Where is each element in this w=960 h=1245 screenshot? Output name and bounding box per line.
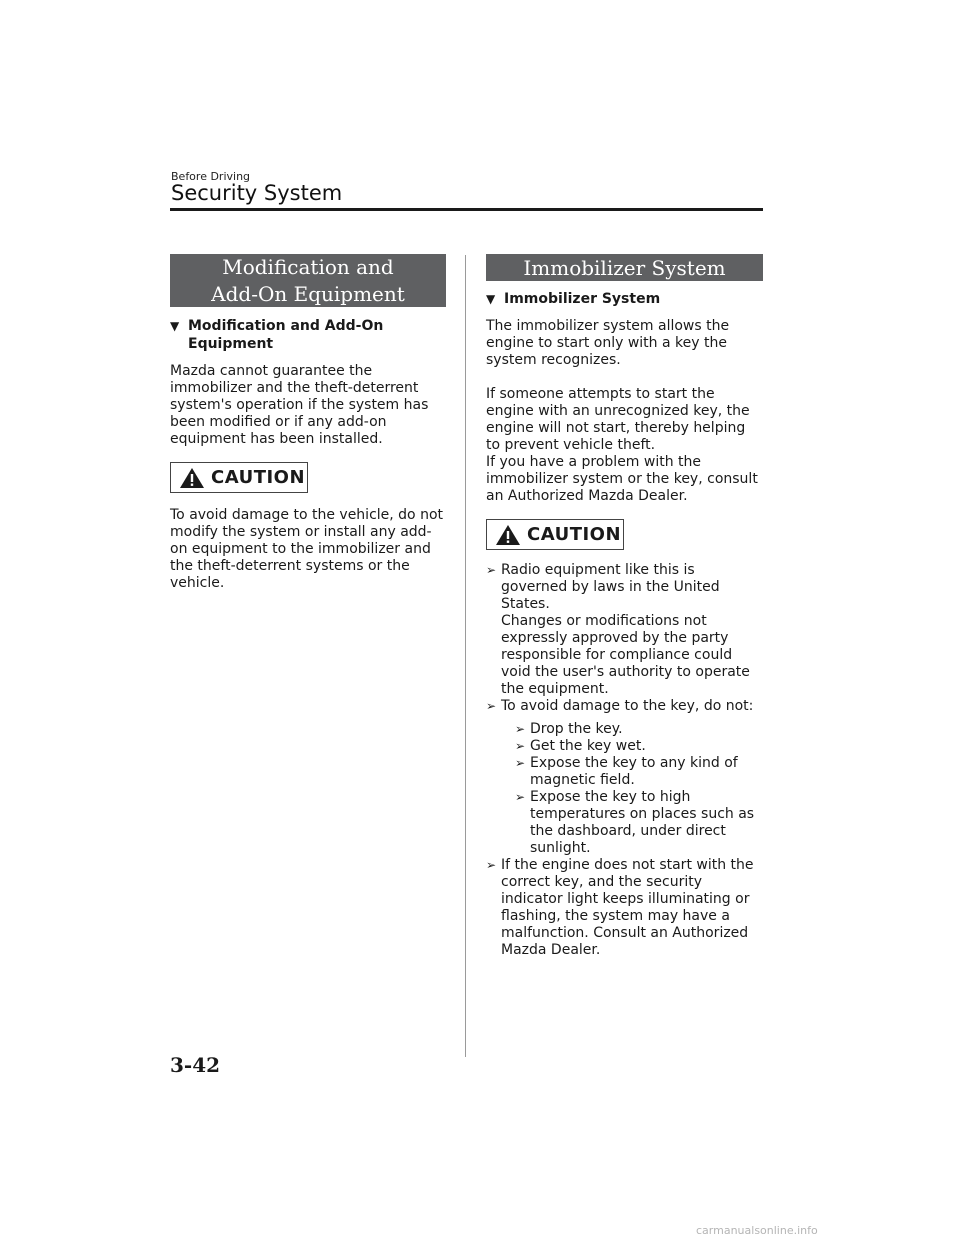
arrowhead-bullet-icon: ➢	[515, 739, 526, 753]
bullet-text: Get the key wet.	[530, 738, 646, 754]
banner-text: Modification and Add-On Equipment	[211, 255, 405, 306]
list-item	[486, 857, 763, 959]
list-item	[486, 562, 763, 698]
arrowhead-bullet-icon: ➢	[486, 858, 497, 872]
paragraph-intro: The immobilizer system allows the engine to start only with a key the system recognizes.	[486, 318, 730, 368]
page-number: 3-42	[170, 1053, 221, 1077]
caution-label: CAUTION	[527, 524, 622, 545]
arrowhead-bullet-icon: ➢	[515, 722, 526, 736]
bullet-text: Radio equipment like this is governed by laws in the United States.	[501, 562, 720, 612]
bullet-text: Changes or modifications not expressly approved by the party responsible for compliance could void the user's authority to operate the equipment.	[501, 613, 750, 697]
caution-bullet-list	[486, 562, 763, 959]
warning-triangle-icon	[495, 524, 521, 546]
subheading-text: Immobilizer System	[504, 291, 661, 307]
bullet-text: Drop the key.	[530, 721, 623, 737]
header-rule	[170, 208, 763, 211]
triangle-down-icon: ▼	[486, 292, 496, 306]
triangle-down-icon: ▼	[170, 319, 180, 333]
paragraph-theft: If someone attempts to start the engine with an unrecognized key, the engine will not start, thereby helping to prevent vehicle theft.	[486, 386, 750, 453]
bullet-text: If the engine does not start with the correct key, and the security indicator light keeps illuminating or flashing, the system may have a malfunction. Consult an Authorized Mazda Dealer.	[501, 857, 754, 958]
caution-box	[486, 519, 624, 550]
list-item	[515, 755, 763, 789]
arrowhead-bullet-icon: ➢	[486, 699, 497, 713]
subheading-modification	[170, 317, 446, 353]
paragraph-problem: If you have a problem with the immobilizer system or the key, consult an Authorized Mazda Dealer.	[486, 454, 758, 504]
arrowhead-bullet-icon: ➢	[515, 756, 526, 770]
section-banner-immobilizer	[486, 254, 763, 281]
left-column	[170, 254, 446, 592]
column-divider	[465, 255, 466, 1057]
caution-box	[170, 462, 308, 493]
arrowhead-bullet-icon: ➢	[515, 790, 526, 804]
right-column	[486, 254, 763, 959]
warning-triangle-icon	[179, 467, 205, 489]
list-item	[515, 789, 763, 857]
watermark: carmanualsonline.info	[696, 1224, 818, 1237]
caution-text: To avoid damage to the vehicle, do not modify the system or install any add-on equipment to the immobilizer and the theft-deterrent systems or the vehicle.	[170, 507, 443, 591]
list-item	[515, 721, 763, 738]
page-title: Security System	[171, 181, 343, 205]
arrowhead-bullet-icon: ➢	[486, 563, 497, 577]
caution-label: CAUTION	[211, 467, 306, 488]
bullet-text: Expose the key to high temperatures on places such as the dashboard, under direct sunlight.	[530, 789, 755, 856]
bullet-text: To avoid damage to the key, do not:	[501, 698, 754, 714]
sub-bullet-list	[501, 721, 763, 857]
list-item	[486, 698, 763, 857]
subheading-immobilizer	[486, 290, 763, 308]
section-banner-modification	[170, 254, 446, 307]
list-item	[515, 738, 763, 755]
chapter-label: Before Driving	[171, 170, 251, 183]
paragraph-modification: Mazda cannot guarantee the immobilizer and the theft-deterrent system's operation if the system has been modified or if any add-on equipment has been installed.	[170, 363, 429, 447]
subheading-text: Modification and Add-On Equipment	[188, 318, 384, 352]
banner-text: Immobilizer System	[523, 256, 726, 280]
bullet-text: Expose the key to any kind of magnetic field.	[530, 755, 738, 788]
